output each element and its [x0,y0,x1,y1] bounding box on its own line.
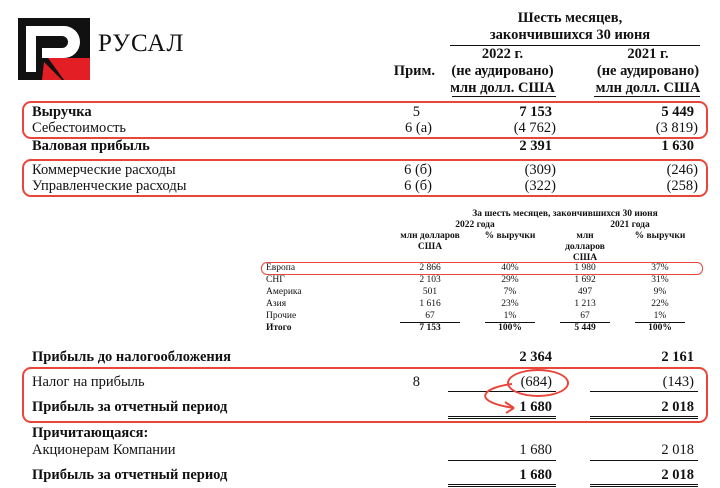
row-value-2021: 2 018 [661,399,694,415]
brand-name: РУСАЛ [98,30,185,57]
row-value-2021: (246) [666,162,698,178]
inset-col-mln-2022-2: США [417,242,443,252]
row-label: Выручка [32,104,92,120]
row-value-2022: (4 762) [513,120,556,136]
row-note: 8 [412,374,420,390]
col-2021-audit: (не аудировано) [596,63,700,79]
row-label: Причитающаяся: [32,425,149,441]
row-value-2022: 2 364 [519,349,552,365]
row-label: Коммерческие расходы [32,162,176,178]
inset-pct-2021: 31% [651,275,669,285]
inset-mln-2021: 1 692 [574,275,596,285]
row-value-2021: 2 018 [661,442,694,458]
row-value-2021: (143) [662,374,694,390]
inset-title: За шесть месяцев, закончившихся 30 июня [472,209,658,219]
inset-pct-2022: 7% [503,287,517,297]
inset-mln-2022: 2 103 [419,275,441,285]
inset-mln-2021: 497 [577,287,593,297]
inset-region: СНГ [266,275,285,285]
row-note: 6 (а) [405,120,432,136]
row-label: Прибыль за отчетный период [32,399,228,415]
inset-mln-2022: 1 616 [419,299,441,309]
arrow-annotation-icon [470,380,530,416]
inset-col-mln-2021-2: долларов [565,242,605,252]
inset-mln-2021: 1 213 [574,299,596,309]
row-value-2021: 1 630 [661,138,694,154]
row-value-2021: 5 449 [661,104,694,120]
inset-mln-2021: 67 [580,311,590,321]
row-label: Налог на прибыль [32,374,145,390]
col-2022-audit: (не аудировано) [451,63,554,79]
highlight-expenses [22,159,708,197]
highlight-tax-net [22,367,708,423]
inset-pct-2022: 100% [498,323,522,333]
row-value-2021: 2 018 [661,467,694,483]
col-2021-year: 2021 г. [627,46,669,62]
inset-region: Итого [266,323,292,333]
row-value-2022: 1 680 [519,467,552,483]
inset-mln-2022: 67 [425,311,435,321]
col-2021-unit: млн долл. США [595,80,701,96]
inset-col-pct-2022: % выручки [484,231,536,241]
inset-year-2021: 2021 года [610,220,650,230]
inset-pct-2022: 23% [501,299,519,309]
inset-pct-2021: 22% [651,299,669,309]
row-value-2021: 2 161 [661,349,694,365]
inset-pct-2021: 37% [651,263,669,273]
row-label: Управленческие расходы [32,178,187,194]
rusal-logo [18,18,90,80]
row-label: Валовая прибыль [32,138,150,154]
row-label: Прибыль до налогообложения [32,349,231,365]
inset-col-mln-2021-1: млн [576,231,594,241]
row-value-2021: (3 819) [655,120,698,136]
inset-col-mln-2022-1: млн долларов [400,231,460,241]
inset-pct-2022: 1% [503,311,517,321]
inset-pct-2022: 29% [501,275,519,285]
row-label: Акционерам Компании [32,442,176,458]
highlight-revenue-cost [22,101,708,139]
inset-region: Прочие [266,311,297,321]
row-value-2022: 7 153 [519,104,552,120]
inset-mln-2022: 501 [422,287,438,297]
inset-mln-2021: 5 449 [574,323,596,333]
row-value-2021: (258) [666,178,698,194]
inset-mln-2021: 1 980 [574,263,596,273]
row-label: Себестоимость [32,120,127,136]
inset-col-mln-2021-3: США [572,253,598,263]
inset-pct-2021: 1% [653,311,667,321]
inset-mln-2022: 7 153 [419,323,441,333]
row-label: Прибыль за отчетный период [32,467,228,483]
inset-mln-2022: 2 866 [419,263,441,273]
inset-region: Америка [266,287,302,297]
row-note: 5 [412,104,420,120]
row-value-2022: 1 680 [519,399,552,415]
period-heading-2: закончившихся 30 июня [489,27,651,43]
row-value-2022: (322) [524,178,556,194]
note-column-header: Прим. [393,63,435,79]
row-value-2022: 2 391 [519,138,552,154]
rusal-logo-mark [18,18,90,80]
row-note: 6 (б) [404,162,432,178]
row-note: 6 (б) [404,178,432,194]
row-value-2022: (684) [520,374,552,390]
inset-region: Азия [266,299,287,309]
row-value-2022: 1 680 [519,442,552,458]
col-2022-unit: млн долл. США [450,80,555,96]
period-heading-1: Шесть месяцев, [517,10,623,26]
inset-region: Европа [266,263,296,273]
inset-year-2022: 2022 года [455,220,495,230]
inset-pct-2022: 40% [501,263,519,273]
col-2022-year: 2022 г. [481,46,524,62]
inset-col-pct-2021: % выручки [634,231,686,241]
inset-pct-2021: 100% [648,323,672,333]
row-value-2022: (309) [524,162,556,178]
inset-pct-2021: 9% [653,287,667,297]
